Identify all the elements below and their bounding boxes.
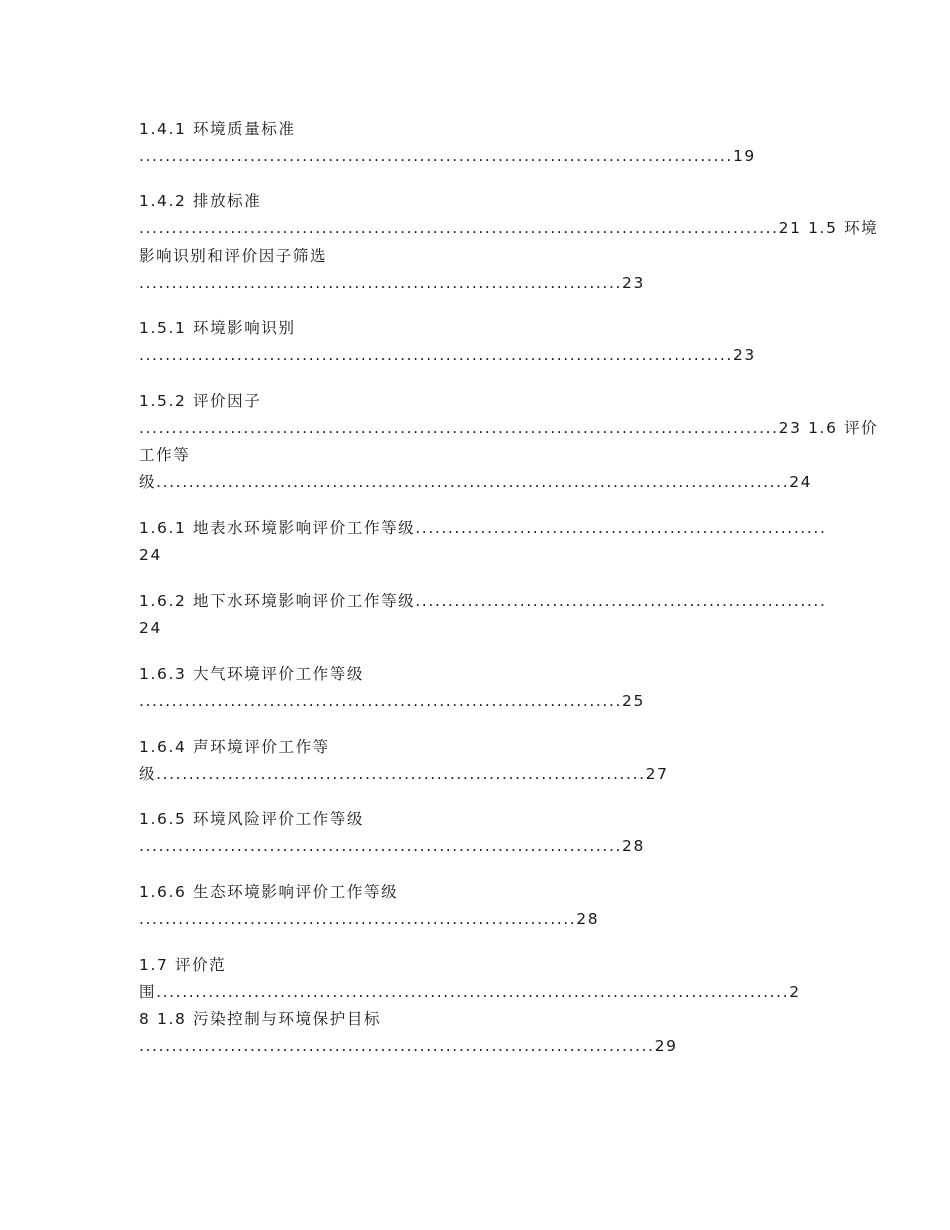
toc-line: ...................................................................28 <box>139 910 600 928</box>
toc-line: 1.5.1 环境影响识别 <box>139 319 296 337</box>
toc-line: ..........................................................................25 <box>139 692 645 710</box>
toc-line: 1.4.2 排放标准 <box>139 192 262 210</box>
toc-line: 级.................................................................................................24 <box>139 473 813 491</box>
toc-line: ..................................................................................................21 1.5 环境 <box>139 219 879 237</box>
toc-line: 1.5.2 评价因子 <box>139 392 262 410</box>
toc-line: 工作等 <box>139 446 191 464</box>
toc-line: 1.7 评价范 <box>139 956 227 974</box>
toc-line: 1.6.6 生态环境影响评价工作等级 <box>139 883 399 901</box>
toc-line: 影响识别和评价因子筛选 <box>139 247 328 265</box>
toc-line: 24 <box>139 619 162 637</box>
toc-line: ...........................................................................................23 <box>139 346 756 364</box>
toc-line: ..........................................................................23 <box>139 274 645 292</box>
toc-line: 1.6.2 地下水环境影响评价工作等级............................................................... <box>139 592 827 610</box>
toc-line: 8 1.8 污染控制与环境保护目标 <box>139 1010 382 1028</box>
toc-line: 1.4.1 环境质量标准 <box>139 120 296 138</box>
toc-line: 1.6.5 环境风险评价工作等级 <box>139 810 364 828</box>
toc-line: ...............................................................................29 <box>139 1037 678 1055</box>
toc-line: 级...........................................................................27 <box>139 765 669 783</box>
toc-line: ..................................................................................................23 1.6 评价 <box>139 419 879 437</box>
toc-line: ..........................................................................28 <box>139 837 645 855</box>
toc-line: ...........................................................................................19 <box>139 147 756 165</box>
toc-line: 1.6.4 声环境评价工作等 <box>139 738 330 756</box>
toc-line: 围.................................................................................................2 <box>139 983 801 1001</box>
toc-line: 1.6.3 大气环境评价工作等级 <box>139 665 364 683</box>
toc-line: 1.6.1 地表水环境影响评价工作等级............................................................... <box>139 519 827 537</box>
toc-line: 24 <box>139 546 162 564</box>
